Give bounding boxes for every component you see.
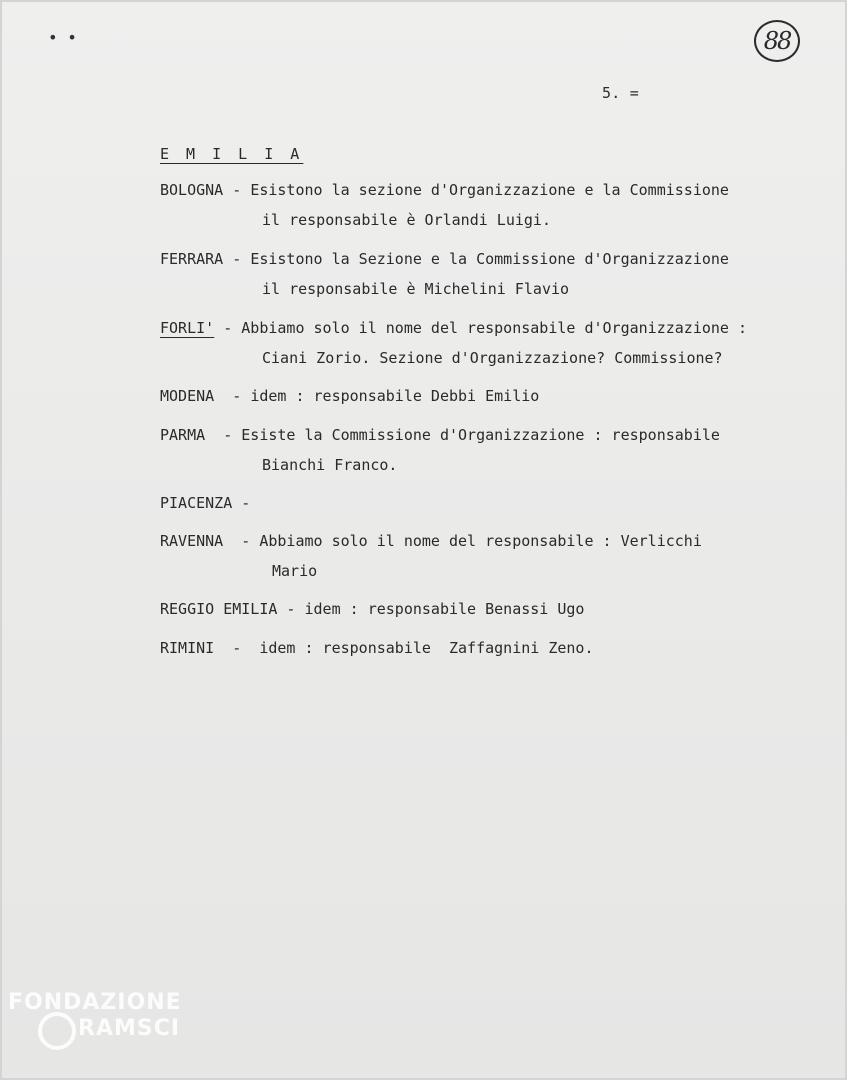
archive-logo [8,990,218,1070]
entry-text: idem : responsabile Benassi Ugo [304,600,585,618]
entry-reggio-emilia: REGGIO EMILIA - idem : responsabile Benassi Ugo [160,600,585,618]
city-name: RIMINI [160,639,215,657]
folio-number: 88 [754,20,800,62]
entry-ferrara-cont: il responsabile è Michelini Flavio [262,280,570,298]
city-name: REGGIO EMILIA [160,600,278,618]
entry-forli: FORLI' - Abbiamo solo il nome del responsabile d'Organizzazione : [160,319,748,337]
city-name: FERRARA [160,250,224,268]
section-heading: E M I L I A [160,145,304,163]
entry-piacenza: PIACENZA - [160,494,251,512]
entry-text: Abbiamo solo il nome del responsabile d'Organizzazione : [241,319,748,337]
logo-text-2: RAMSCI [78,1016,181,1041]
entry-bologna-cont: il responsabile è Orlandi Luigi. [262,211,551,229]
entry-ferrara: FERRARA - Esistono la Sezione e la Commissione d'Organizzazione [160,250,729,268]
city-name: MODENA [160,387,215,405]
entry-ravenna-cont: Mario [272,562,318,580]
entry-text: Esiste la Commissione d'Organizzazione : responsabile [241,426,720,444]
city-name: PIACENZA [160,494,233,512]
city-name: PARMA [160,426,206,444]
city-name: FORLI' [160,319,215,337]
margin-dots: • • [48,28,77,47]
entry-text: Esistono la Sezione e la Commissione d'Organizzazione [250,250,729,268]
entry-rimini: RIMINI - idem : responsabile Zaffagnini Zeno. [160,639,594,657]
entry-parma: PARMA - Esiste la Commissione d'Organizzazione : responsabile [160,426,720,444]
page-number: 5. = [602,84,639,102]
entry-ravenna: RAVENNA - Abbiamo solo il nome del responsabile : Verlicchi [160,532,702,550]
entry-text: Abbiamo solo il nome del responsabile : Verlicchi [259,532,702,550]
logo-text: FONDAZIONE [8,990,182,1015]
entry-text: idem : responsabile Zaffagnini Zeno. [259,639,594,657]
entry-forli-cont: Ciani Zorio. Sezione d'Organizzazione? Commissione? [262,349,723,367]
city-name: BOLOGNA [160,181,224,199]
entry-bologna: BOLOGNA - Esistono la sezione d'Organizzazione e la Commissione [160,181,729,199]
entry-modena: MODENA - idem : responsabile Debbi Emilio [160,387,540,405]
city-name: RAVENNA [160,532,224,550]
entry-text: idem : responsabile Debbi Emilio [250,387,540,405]
entry-text: Esistono la sezione d'Organizzazione e la Commissione [250,181,729,199]
logo-g-icon [38,1012,76,1050]
entry-parma-cont: Bianchi Franco. [262,456,398,474]
